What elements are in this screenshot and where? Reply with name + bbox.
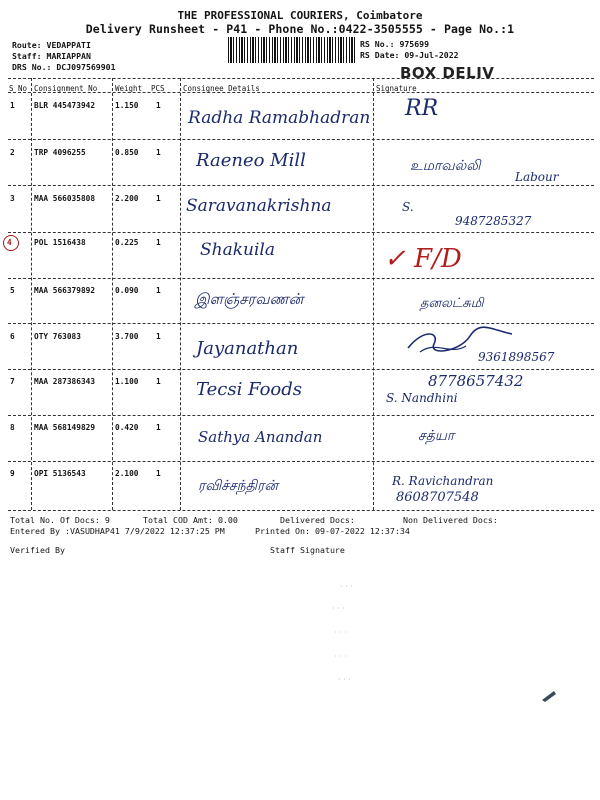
col-divider [31, 78, 32, 510]
row-weight: 1.100 [115, 377, 139, 386]
drs-line [12, 62, 116, 72]
bleed-through-mark: · · · [340, 582, 353, 591]
table-bottom-rule [8, 510, 594, 511]
row-consignment: OTY 763083 [34, 332, 81, 341]
route-line [12, 40, 91, 50]
col-header-sno: S No [9, 84, 28, 93]
row-weight: 1.150 [115, 101, 139, 110]
row-consignee: Sathya Anandan [198, 428, 323, 446]
row-sno: 8 [10, 423, 15, 432]
row-phone: 8778657432 [428, 372, 524, 390]
row-sno: 2 [10, 148, 15, 157]
docs-total [10, 515, 110, 525]
row-signature: சத்யா [418, 428, 455, 444]
row-signature: R. Ravichandran [392, 474, 494, 488]
entered-by [10, 526, 225, 536]
col-header-signature: Signature [376, 84, 417, 93]
rs-date-line [360, 50, 459, 60]
rs-date-value: 09-Jul-2022 [404, 50, 459, 60]
staff-value: MARIAPPAN [46, 51, 91, 61]
row-weight: 0.420 [115, 423, 139, 432]
row-phone: 9361898567 [478, 350, 555, 364]
printed-on [255, 526, 410, 536]
row-divider [8, 139, 594, 140]
docs-total-label: Total No. Of Docs: [10, 515, 100, 525]
bleed-through-mark: · · · [334, 652, 347, 661]
pen-mark [540, 688, 558, 704]
row-consignment: MAA 287386343 [34, 377, 96, 386]
row-consignee: Tecsi Foods [196, 379, 302, 400]
row-consignment: POL 1516438 [34, 238, 86, 247]
row-consignee: Radha Ramabhadran [188, 108, 371, 128]
row-pcs: 1 [156, 469, 161, 478]
row-sno: 3 [10, 194, 15, 203]
route-value: VEDAPPATI [46, 40, 91, 50]
bleed-through-mark: · · · [338, 675, 351, 684]
row-weight: 2.200 [115, 194, 139, 203]
row-consignee: Raeneo Mill [196, 150, 306, 171]
table-top-rule [8, 78, 594, 79]
runsheet-title: Delivery Runsheet - P41 - Phone No.:0422-3505555 - Page No.:1 [85, 22, 515, 36]
row-weight: 0.850 [115, 148, 139, 157]
row-pcs: 1 [156, 194, 161, 203]
staff-line [12, 51, 91, 61]
row-phone: 9487285327 [455, 214, 532, 228]
rs-no-label: RS No.: [360, 39, 395, 49]
row-phone: 8608707548 [396, 490, 479, 505]
row-signature: RR [405, 96, 439, 121]
row-divider [8, 232, 594, 233]
non-delivered-docs-label: Non Delivered Docs: [403, 515, 498, 525]
row-signature: S. [402, 200, 414, 214]
cod-total [143, 515, 238, 525]
staff-label: Staff: [12, 51, 42, 61]
staff-signature-label: Staff Signature [270, 545, 345, 555]
row-pcs: 1 [156, 286, 161, 295]
row-signature: ✓ F/D [384, 244, 462, 274]
row-sno: 5 [10, 286, 15, 295]
row-pcs: 1 [156, 148, 161, 157]
drs-value: DCJ097569901 [56, 62, 116, 72]
row-sno: 9 [10, 469, 15, 478]
verified-by-label: Verified By [10, 545, 65, 555]
entered-by-value: VASUDHAP41 7/9/2022 12:37:25 PM [69, 526, 225, 536]
col-divider [373, 78, 374, 510]
printed-on-label: Printed On: [255, 526, 310, 536]
entered-by-label: Entered By : [10, 526, 70, 536]
row-divider [8, 461, 594, 462]
row-signature-scribble [400, 322, 520, 362]
route-label: Route: [12, 40, 42, 50]
box-delivery-stamp: BOX DELIV [400, 64, 495, 82]
row-weight: 2.100 [115, 469, 139, 478]
row-signature: S. Nandhini [386, 391, 458, 405]
col-header-consignee: Consignee Details [183, 84, 260, 93]
row-divider [8, 278, 594, 279]
col-header-pcs: PCS [151, 84, 165, 93]
bleed-through-mark: · · · [332, 604, 345, 613]
row-sno: 6 [10, 332, 15, 341]
row-consignee: ரவிச்சந்திரன் [198, 478, 278, 494]
delivered-docs-label: Delivered Docs: [280, 515, 355, 525]
row-consignment: MAA 566379892 [34, 286, 96, 295]
col-header-weight: Weight [115, 84, 143, 93]
drs-label: DRS No.: [12, 62, 52, 72]
row-divider [8, 415, 594, 416]
rs-no-value: 975699 [399, 39, 430, 49]
row-signature: உமாவல்லி [410, 158, 481, 174]
row-consignee: இளஞ்சரவணன் [195, 290, 304, 308]
row-weight: 0.225 [115, 238, 139, 247]
row-consignment: OPI 5136543 [34, 469, 86, 478]
row-signature: தனலட்சுமி [420, 296, 484, 311]
row-pcs: 1 [156, 238, 161, 247]
row-pcs: 1 [156, 377, 161, 386]
col-divider [180, 78, 181, 510]
row-sno: 7 [10, 377, 15, 386]
row-pcs: 1 [156, 101, 161, 110]
rs-no-line [360, 39, 429, 49]
printed-on-value: 09-07-2022 12:37:34 [314, 526, 410, 536]
row-margin-mark: 4 [7, 238, 12, 247]
row-signature-note: Labour [515, 170, 559, 184]
row-pcs: 1 [156, 423, 161, 432]
row-pcs: 1 [156, 332, 161, 341]
company-title: THE PROFESSIONAL COURIERS, Coimbatore [177, 9, 423, 22]
row-weight: 3.700 [115, 332, 139, 341]
row-sno: 1 [10, 101, 15, 110]
row-consignment: TRP 4096255 [34, 148, 86, 157]
bleed-through-mark: · · · [334, 628, 347, 637]
barcode [228, 37, 356, 63]
cod-total-value: 0.00 [217, 515, 238, 525]
rs-date-label: RS Date: [360, 50, 400, 60]
row-divider [8, 369, 594, 370]
col-header-consignment: Consignment No [34, 84, 98, 93]
row-consignee: Jayanathan [196, 338, 299, 359]
row-consignee: Saravanakrishna [186, 196, 332, 216]
row-consignment: BLR 445473942 [34, 101, 96, 110]
row-consignee: Shakuila [200, 240, 275, 260]
docs-total-value: 9 [104, 515, 110, 525]
cod-total-label: Total COD Amt: [143, 515, 213, 525]
row-weight: 0.090 [115, 286, 139, 295]
row-consignment: MAA 568149829 [34, 423, 96, 432]
col-divider [112, 78, 113, 510]
row-divider [8, 185, 594, 186]
row-consignment: MAA 566035808 [34, 194, 96, 203]
